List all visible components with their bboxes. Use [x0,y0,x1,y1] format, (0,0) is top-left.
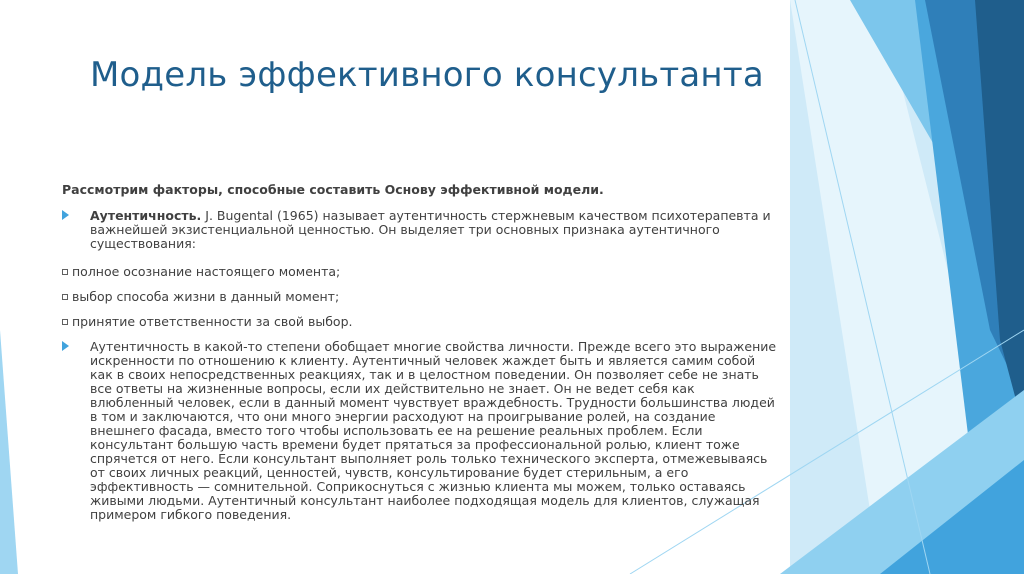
slide-title: Модель эффективного консультанта [90,55,764,95]
sub-item-text: полное осознание настоящего момента; [72,264,341,279]
sub-item [62,265,777,279]
bullet-arrow-icon [62,210,69,220]
bullet-text: Аутентичность в какой-то степени обобщает многие свойства личности. Прежде всего это выражение искренности по отношению к клиенту. Аутентичный человек жаждет быть и является самим собой как в своих непосредственных реакциях, так и в целостном поведении. Он позволяет себе не знать все ответы на жизненные вопросы, если их действительно не знает. Он не ведет себя как влюбленный человек, если в данный момент чувствует враждебность. Трудности большинства людей в том и заключаются, что они много энергии расходуют на проигрывание ролей, на создание внешнего фасада, вместо того чтобы использовать ее на решение реальных проблем. Если консультант большую часть времени будет прятаться за профессиональной ролью, клиент тоже спрячется от него. Если консультант выполняет роль только технического эксперта, отмежевываясь от своих личных реакций, ценностей, чувств, консультирование будет стерильным, а его эффективность — сомнительной. Соприкоснуться с жизнью клиента мы можем, только оставаясь живыми людьми. Аутентичный консультант наиболее подходящая модель для клиентов, служащая примером гибкого поведения. [90,339,777,522]
left-accent-shape [0,330,18,574]
square-bullet-icon [62,269,68,275]
intro-text: Рассмотрим факторы, способные составить Основу эффективной модели. [62,182,604,197]
slide-content [62,183,777,536]
sub-item-text: принятие ответственности за свой выбор. [72,314,353,329]
bullet-arrow-icon [62,341,69,351]
square-bullet-icon [62,294,68,300]
bullet-authenticity [62,209,777,251]
sub-item-text: выбор способа жизни в данный момент; [72,289,340,304]
bullet-lead: Аутентичность. [90,208,202,223]
bullet-description [62,340,777,522]
sub-item [62,315,777,329]
sub-item [62,290,777,304]
square-bullet-icon [62,319,68,325]
bullet-text: J. Bugental (1965) называет аутентичность стержневым качеством психотерапевта и важнейшей экзистенциальной ценностью. Он выделяет три основных признака аутентичного существования: [90,208,771,251]
